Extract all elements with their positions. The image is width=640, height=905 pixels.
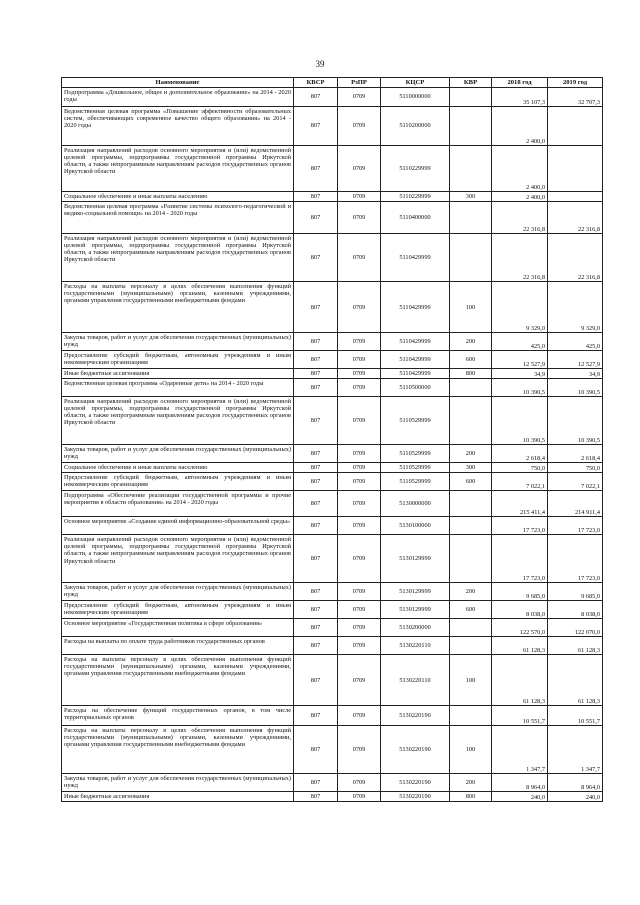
row-name: Расходы на выплаты по оплате труда работников государственных органов	[62, 637, 294, 655]
row-2019: 32 707,3	[548, 88, 603, 107]
row-kvsr: 807	[294, 535, 338, 583]
row-kvsr: 807	[294, 601, 338, 619]
row-name: Расходы на выплаты персоналу в целях обеспечения выполнения функций государственными (муниципальными) органами, казенными учреждениями, органами управления государственными внебюджетными фондами	[62, 655, 294, 706]
row-kcsr: 5130100000	[381, 517, 450, 535]
row-2018: 240,0	[492, 792, 548, 802]
table-row	[62, 706, 603, 726]
row-2018: 1 347,7	[492, 726, 548, 774]
row-kvsr: 807	[294, 445, 338, 463]
row-kcsr: 5130000000	[381, 491, 450, 517]
row-2018: 9 685,0	[492, 583, 548, 601]
row-2019: 61 128,3	[548, 637, 603, 655]
row-kcsr: 5130220190	[381, 792, 450, 802]
row-kcsr: 5110500000	[381, 379, 450, 397]
row-rzpr: 0709	[338, 655, 381, 706]
row-kvsr: 807	[294, 369, 338, 379]
row-2018: 12 527,9	[492, 351, 548, 369]
table-row	[62, 637, 603, 655]
row-2019: 1 347,7	[548, 726, 603, 774]
row-2018: 34,9	[492, 369, 548, 379]
row-2018: 425,0	[492, 333, 548, 351]
row-2018: 17 723,0	[492, 535, 548, 583]
row-kvr: 200	[450, 333, 492, 351]
row-kvr: 100	[450, 726, 492, 774]
row-kcsr: 5110229999	[381, 146, 450, 192]
row-rzpr: 0709	[338, 234, 381, 282]
row-rzpr: 0709	[338, 517, 381, 535]
row-kvr	[450, 517, 492, 535]
budget-table	[61, 77, 603, 802]
row-2019: 7 022,1	[548, 473, 603, 491]
row-2019: 34,9	[548, 369, 603, 379]
table-row	[62, 655, 603, 706]
table-row	[62, 473, 603, 491]
row-kvr	[450, 619, 492, 637]
row-2018: 10 390,5	[492, 397, 548, 445]
row-2018: 10 390,5	[492, 379, 548, 397]
row-kvr: 200	[450, 445, 492, 463]
row-kcsr: 5110429999	[381, 369, 450, 379]
table-row	[62, 726, 603, 774]
row-2019: 9 685,0	[548, 583, 603, 601]
row-name: Подпрограмма «Дошкольное, общее и дополнительное образование» на 2014 - 2020 годы	[62, 88, 294, 107]
row-kvsr: 807	[294, 107, 338, 146]
table-body	[62, 88, 603, 802]
table-row	[62, 792, 603, 802]
table-row	[62, 351, 603, 369]
row-name: Реализация направлений расходов основного мероприятия и (или) ведомственной целевой программы, подпрограммы государственной программы Иркутской области, а также непрограммным направлениям расходов государственных органов Иркутской области	[62, 146, 294, 192]
row-2018: 10 551,7	[492, 706, 548, 726]
row-kvr: 100	[450, 655, 492, 706]
row-rzpr: 0709	[338, 369, 381, 379]
table-row	[62, 282, 603, 333]
row-kvsr: 807	[294, 234, 338, 282]
row-rzpr: 0709	[338, 445, 381, 463]
row-2018: 215 411,4	[492, 491, 548, 517]
row-kvsr: 807	[294, 637, 338, 655]
row-kcsr: 5130220190	[381, 726, 450, 774]
row-2018: 61 128,3	[492, 655, 548, 706]
row-kvr	[450, 234, 492, 282]
header-2018: 2018 год	[492, 78, 548, 88]
row-rzpr: 0709	[338, 282, 381, 333]
row-rzpr: 0709	[338, 706, 381, 726]
row-kvsr: 807	[294, 792, 338, 802]
row-rzpr: 0709	[338, 351, 381, 369]
row-rzpr: 0709	[338, 397, 381, 445]
row-2018: 22 316,8	[492, 202, 548, 234]
row-rzpr: 0709	[338, 379, 381, 397]
row-kvr: 600	[450, 351, 492, 369]
row-kvr: 800	[450, 369, 492, 379]
row-kvr: 300	[450, 192, 492, 202]
row-2018: 22 316,8	[492, 234, 548, 282]
row-2019: 8 964,0	[548, 774, 603, 792]
row-rzpr: 0709	[338, 792, 381, 802]
row-2019: 17 723,0	[548, 535, 603, 583]
row-2019: 17 723,0	[548, 517, 603, 535]
header-rzpr: РзПР	[338, 78, 381, 88]
row-kcsr: 5130220190	[381, 706, 450, 726]
row-kcsr: 5130129999	[381, 601, 450, 619]
row-rzpr: 0709	[338, 333, 381, 351]
row-kvsr: 807	[294, 655, 338, 706]
table-row	[62, 601, 603, 619]
table-row	[62, 379, 603, 397]
row-name: Предоставление субсидий бюджетным, автономным учреждениям и иным некоммерческим организациям	[62, 351, 294, 369]
row-name: Основное мероприятие «Государственная политика в сфере образования»	[62, 619, 294, 637]
row-name: Подпрограмма «Обеспечение реализации государственной программы и прочие мероприятия в области образования» на 2014 - 2020 годы	[62, 491, 294, 517]
row-kvr	[450, 491, 492, 517]
row-2018: 8 038,0	[492, 601, 548, 619]
row-rzpr: 0709	[338, 637, 381, 655]
table-row	[62, 774, 603, 792]
row-2018: 122 570,0	[492, 619, 548, 637]
row-kvsr: 807	[294, 333, 338, 351]
row-2018: 750,0	[492, 463, 548, 473]
row-2019: 214 911,4	[548, 491, 603, 517]
row-2019: 10 390,5	[548, 379, 603, 397]
row-rzpr: 0709	[338, 192, 381, 202]
row-2019: 22 316,8	[548, 234, 603, 282]
row-kvr	[450, 535, 492, 583]
row-kvsr: 807	[294, 202, 338, 234]
row-2018: 9 329,0	[492, 282, 548, 333]
header-kvsr: КВСР	[294, 78, 338, 88]
row-2018: 7 022,1	[492, 473, 548, 491]
row-2018: 8 964,0	[492, 774, 548, 792]
row-kcsr: 5130200000	[381, 619, 450, 637]
row-name: Иные бюджетные ассигнования	[62, 369, 294, 379]
row-rzpr: 0709	[338, 463, 381, 473]
row-rzpr: 0709	[338, 146, 381, 192]
row-rzpr: 0709	[338, 491, 381, 517]
row-name: Реализация направлений расходов основного мероприятия и (или) ведомственной целевой программы, подпрограммы государственной программы Иркутской области, а также непрограммным направлениям расходов государственных органов Иркутской области	[62, 397, 294, 445]
row-kvsr: 807	[294, 473, 338, 491]
row-name: Социальное обеспечение и иные выплаты населению	[62, 463, 294, 473]
row-kcsr: 5130129999	[381, 535, 450, 583]
row-kvr	[450, 146, 492, 192]
row-2019: 425,0	[548, 333, 603, 351]
row-rzpr: 0709	[338, 774, 381, 792]
row-kvsr: 807	[294, 397, 338, 445]
row-kvsr: 807	[294, 619, 338, 637]
row-name: Предоставление субсидий бюджетным, автономным учреждениям и иным некоммерческим организациям	[62, 473, 294, 491]
row-name: Ведомственная целевая программа «Одаренные дети» на 2014 - 2020 годы	[62, 379, 294, 397]
row-name: Закупка товаров, работ и услуг для обеспечения государственных (муниципальных) нужд	[62, 583, 294, 601]
row-2019: 22 316,8	[548, 202, 603, 234]
row-kvr: 600	[450, 473, 492, 491]
row-rzpr: 0709	[338, 726, 381, 774]
row-2018: 35 107,3	[492, 88, 548, 107]
row-kvsr: 807	[294, 517, 338, 535]
table-row	[62, 517, 603, 535]
row-2018: 2 400,0	[492, 146, 548, 192]
row-kcsr: 5110000000	[381, 88, 450, 107]
row-2019: 10 390,5	[548, 397, 603, 445]
header-kvr: КВР	[450, 78, 492, 88]
row-kcsr: 5110529999	[381, 473, 450, 491]
table-row	[62, 463, 603, 473]
table-row	[62, 369, 603, 379]
row-kcsr: 5110529999	[381, 445, 450, 463]
row-kvr: 800	[450, 792, 492, 802]
row-kvr	[450, 202, 492, 234]
row-kvsr: 807	[294, 88, 338, 107]
row-2019: 240,0	[548, 792, 603, 802]
row-kcsr: 5110429999	[381, 333, 450, 351]
row-name: Ведомственная целевая программа «Развитие системы психолого-педагогической и медико-социальной помощи» на 2014 - 2020 годы	[62, 202, 294, 234]
row-kvr	[450, 706, 492, 726]
row-name: Расходы на обеспечение функций государственных органов, в том числе территориальных органов	[62, 706, 294, 726]
table-row	[62, 445, 603, 463]
row-kvr: 100	[450, 282, 492, 333]
row-kcsr: 5110529999	[381, 397, 450, 445]
row-kcsr: 5110429999	[381, 282, 450, 333]
row-rzpr: 0709	[338, 202, 381, 234]
row-kvsr: 807	[294, 491, 338, 517]
row-rzpr: 0709	[338, 619, 381, 637]
row-kvsr: 807	[294, 463, 338, 473]
row-rzpr: 0709	[338, 88, 381, 107]
row-2019: 10 551,7	[548, 706, 603, 726]
header-2019: 2019 год	[548, 78, 603, 88]
row-2019	[548, 146, 603, 192]
row-rzpr: 0709	[338, 601, 381, 619]
table-row	[62, 619, 603, 637]
row-2018: 61 128,3	[492, 637, 548, 655]
row-name: Расходы на выплаты персоналу в целях обеспечения выполнения функций государственными (муниципальными) органами, казенными учреждениями, органами управления государственными внебюджетными фондами	[62, 726, 294, 774]
table-row	[62, 397, 603, 445]
table-row	[62, 146, 603, 192]
table-row	[62, 107, 603, 146]
table-row	[62, 88, 603, 107]
row-name: Ведомственная целевая программа «Повышение эффективности образовательных систем, обеспечивающих современное качество общего образования» на 2014 - 2020 годы	[62, 107, 294, 146]
row-name: Социальное обеспечение и иные выплаты населению	[62, 192, 294, 202]
row-kvr	[450, 637, 492, 655]
table-row	[62, 333, 603, 351]
row-rzpr: 0709	[338, 473, 381, 491]
row-kcsr: 5110400000	[381, 202, 450, 234]
row-kcsr: 5110200000	[381, 107, 450, 146]
row-name: Реализация направлений расходов основного мероприятия и (или) ведомственной целевой программы, подпрограммы государственной программы Иркутской области, а также непрограммным направлениям расходов государственных органов Иркутской области	[62, 535, 294, 583]
table-row	[62, 491, 603, 517]
row-kvr: 200	[450, 774, 492, 792]
row-2019: 122 070,0	[548, 619, 603, 637]
row-kcsr: 5130220110	[381, 637, 450, 655]
table-row	[62, 202, 603, 234]
row-name: Закупка товаров, работ и услуг для обеспечения государственных (муниципальных) нужд	[62, 774, 294, 792]
row-name: Иные бюджетные ассигнования	[62, 792, 294, 802]
row-2019: 8 038,0	[548, 601, 603, 619]
row-2018: 2 400,0	[492, 192, 548, 202]
row-kcsr: 5110429999	[381, 234, 450, 282]
row-kcsr: 5110429999	[381, 351, 450, 369]
row-2019: 9 329,0	[548, 282, 603, 333]
header-name: Наименование	[62, 78, 294, 88]
row-name: Закупка товаров, работ и услуг для обеспечения государственных (муниципальных) нужд	[62, 445, 294, 463]
header-kcsr: КЦСР	[381, 78, 450, 88]
row-kvsr: 807	[294, 726, 338, 774]
row-rzpr: 0709	[338, 583, 381, 601]
row-name: Предоставление субсидий бюджетным, автономным учреждениям и иным некоммерческим организациям	[62, 601, 294, 619]
row-kcsr: 5110529999	[381, 463, 450, 473]
row-kvsr: 807	[294, 379, 338, 397]
row-kvr: 300	[450, 463, 492, 473]
row-2019: 750,0	[548, 463, 603, 473]
row-kvr: 600	[450, 601, 492, 619]
row-kvsr: 807	[294, 351, 338, 369]
table-row	[62, 192, 603, 202]
row-kvsr: 807	[294, 192, 338, 202]
table-row	[62, 234, 603, 282]
row-kvr	[450, 397, 492, 445]
row-kvr	[450, 107, 492, 146]
row-kcsr: 5110229999	[381, 192, 450, 202]
row-kvr	[450, 88, 492, 107]
table-row	[62, 535, 603, 583]
row-2019	[548, 192, 603, 202]
row-name: Расходы на выплаты персоналу в целях обеспечения выполнения функций государственными (муниципальными) органами, казенными учреждениями, органами управления государственными внебюджетными фондами	[62, 282, 294, 333]
row-name: Закупка товаров, работ и услуг для обеспечения государственных (муниципальных) нужд	[62, 333, 294, 351]
row-name: Основное мероприятие «Создание единой информационно-образовательной среды»	[62, 517, 294, 535]
row-2019	[548, 107, 603, 146]
row-2019: 61 128,3	[548, 655, 603, 706]
row-rzpr: 0709	[338, 107, 381, 146]
row-kcsr: 5130129999	[381, 583, 450, 601]
row-2019: 2 618,4	[548, 445, 603, 463]
row-2018: 2 400,0	[492, 107, 548, 146]
row-name: Реализация направлений расходов основного мероприятия и (или) ведомственной целевой программы, подпрограммы государственной программы Иркутской области, а также непрограммным направлениям расходов государственных органов Иркутской области	[62, 234, 294, 282]
row-kcsr: 5130220190	[381, 774, 450, 792]
table-row	[62, 583, 603, 601]
table-header-row	[62, 78, 603, 88]
row-2018: 2 618,4	[492, 445, 548, 463]
row-kvr	[450, 379, 492, 397]
row-kvsr: 807	[294, 146, 338, 192]
page-number: 39	[315, 59, 325, 69]
row-kvsr: 807	[294, 282, 338, 333]
row-kvr: 200	[450, 583, 492, 601]
row-kvsr: 807	[294, 583, 338, 601]
row-rzpr: 0709	[338, 535, 381, 583]
row-2018: 17 723,0	[492, 517, 548, 535]
row-kvsr: 807	[294, 774, 338, 792]
row-2019: 12 527,9	[548, 351, 603, 369]
row-kcsr: 5130220110	[381, 655, 450, 706]
row-kvsr: 807	[294, 706, 338, 726]
